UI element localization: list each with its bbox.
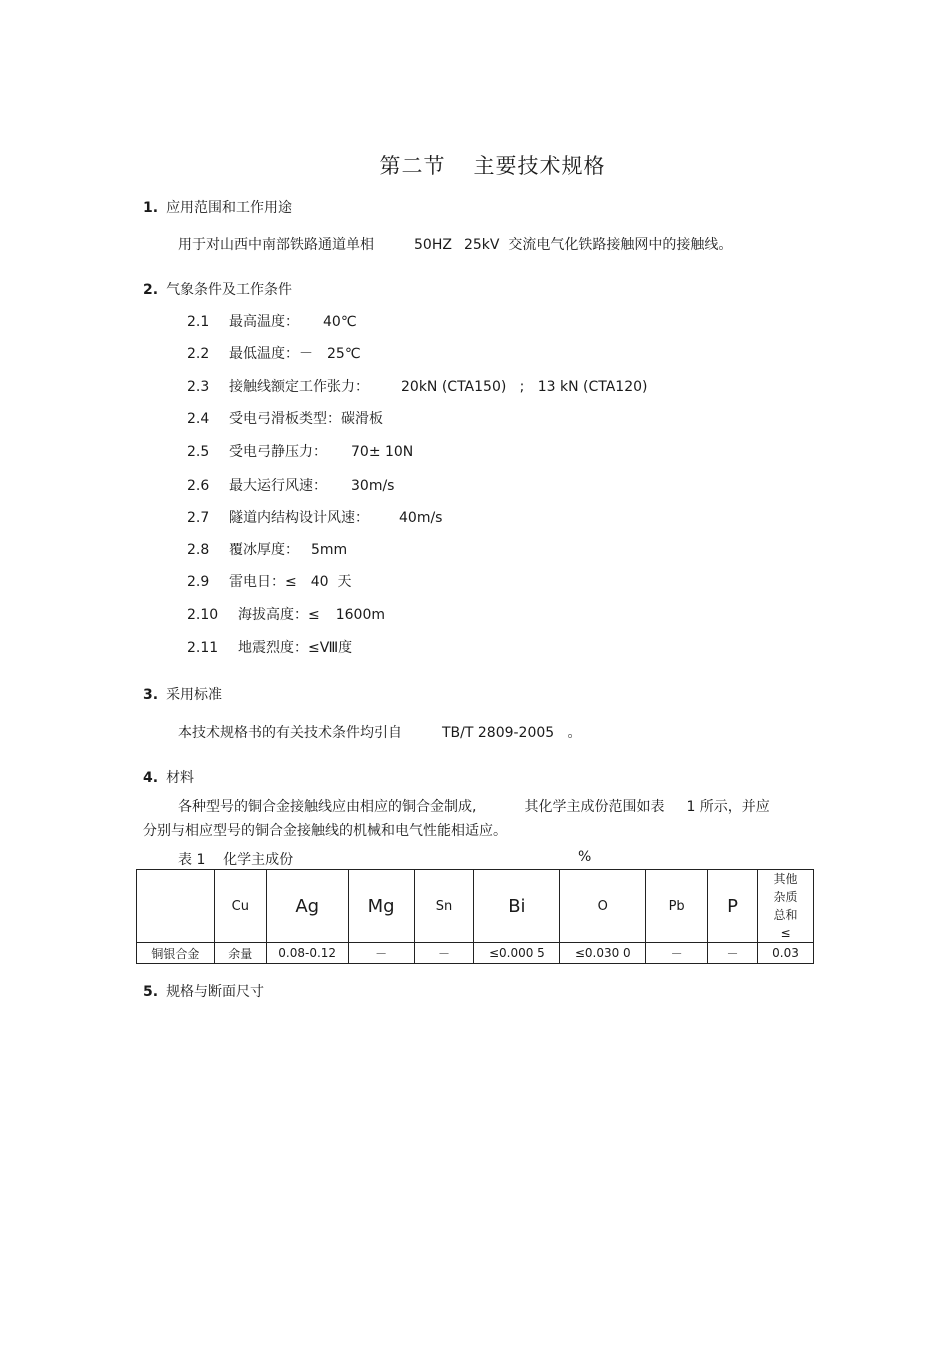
condition-item: 2.9 雷电日：≤ 40 天 [187,574,352,590]
section-heading-4: 4. 材料 [143,770,195,786]
title-section-number: 第二节 [379,154,446,178]
condition-item: 2.5 受电弓静压力： 70± 10N [187,444,414,460]
table-cell: ≤0.030 0 [560,943,646,964]
condition-item: 2.6 最大运行风速： 30m/s [187,478,395,494]
table-caption: 表 1 化学主成份 % [178,849,592,868]
table-header-cell: Pb [646,870,708,943]
section-heading-3: 3. 采用标准 [143,687,223,703]
title-section-name: 主要技术规格 [473,154,606,178]
usage-paragraph: 用于对山西中南部铁路通道单相 50HZ 25kV 交流电气化铁路接触网中的接触线。 [178,237,733,253]
standard-paragraph: 本技术规格书的有关技术条件均引自 TB/T 2809-2005 。 [178,725,582,741]
table-header-cell: O [560,870,646,943]
table-cell: 铜银合金 [137,943,215,964]
table-header-cell [137,870,215,943]
chemical-composition-table [136,869,814,964]
table-cell: － [414,943,474,964]
table-cell: － [348,943,414,964]
condition-item: 2.3 接触线额定工作张力： 20kN (CTA150) ; 13 kN (CTA120) [187,379,648,395]
condition-item: 2.4 受电弓滑板类型：碳滑板 [187,411,383,427]
table-cell: 0.08-0.12 [266,943,348,964]
table-header-cell: Mg [348,870,414,943]
materials-paragraph: 各种型号的铜合金接触线应由相应的铜合金制成, 其化学主成份范围如表 1 所示，并应 分别与相应型号的铜合金接触线的机械和电气性能相适应。 [143,799,770,839]
table-header-row [137,870,814,943]
condition-item: 2.2 最低温度：－ 25℃ [187,346,361,362]
condition-item: 2.7 隧道内结构设计风速： 40m/s [187,510,443,526]
condition-item: 2.8 覆冰厚度： 5mm [187,542,348,558]
table-header-cell-other-impurities: 其他 杂质 总和 ≤ [758,870,814,943]
table-row [137,943,814,964]
table-header-cell: Sn [414,870,474,943]
page-title [0,150,950,180]
table-cell: － [646,943,708,964]
condition-item: 2.1 最高温度： 40℃ [187,314,357,330]
table-cell: ≤0.000 5 [474,943,560,964]
condition-item: 2.10 海拔高度：≤ 1600m [187,607,386,623]
condition-item: 2.11 地震烈度：≤Ⅷ度 [187,640,353,656]
table-cell: 0.03 [758,943,814,964]
table-header-cell: Bi [474,870,560,943]
table-header-cell: P [708,870,758,943]
table-header-cell: Cu [214,870,266,943]
section-heading-1: 1. 应用范围和工作用途 [143,200,293,216]
table-cell: 余量 [214,943,266,964]
table-header-cell: Ag [266,870,348,943]
section-heading-2: 2. 气象条件及工作条件 [143,282,293,298]
table-cell: － [708,943,758,964]
section-heading-5: 5. 规格与断面尺寸 [143,984,265,1000]
